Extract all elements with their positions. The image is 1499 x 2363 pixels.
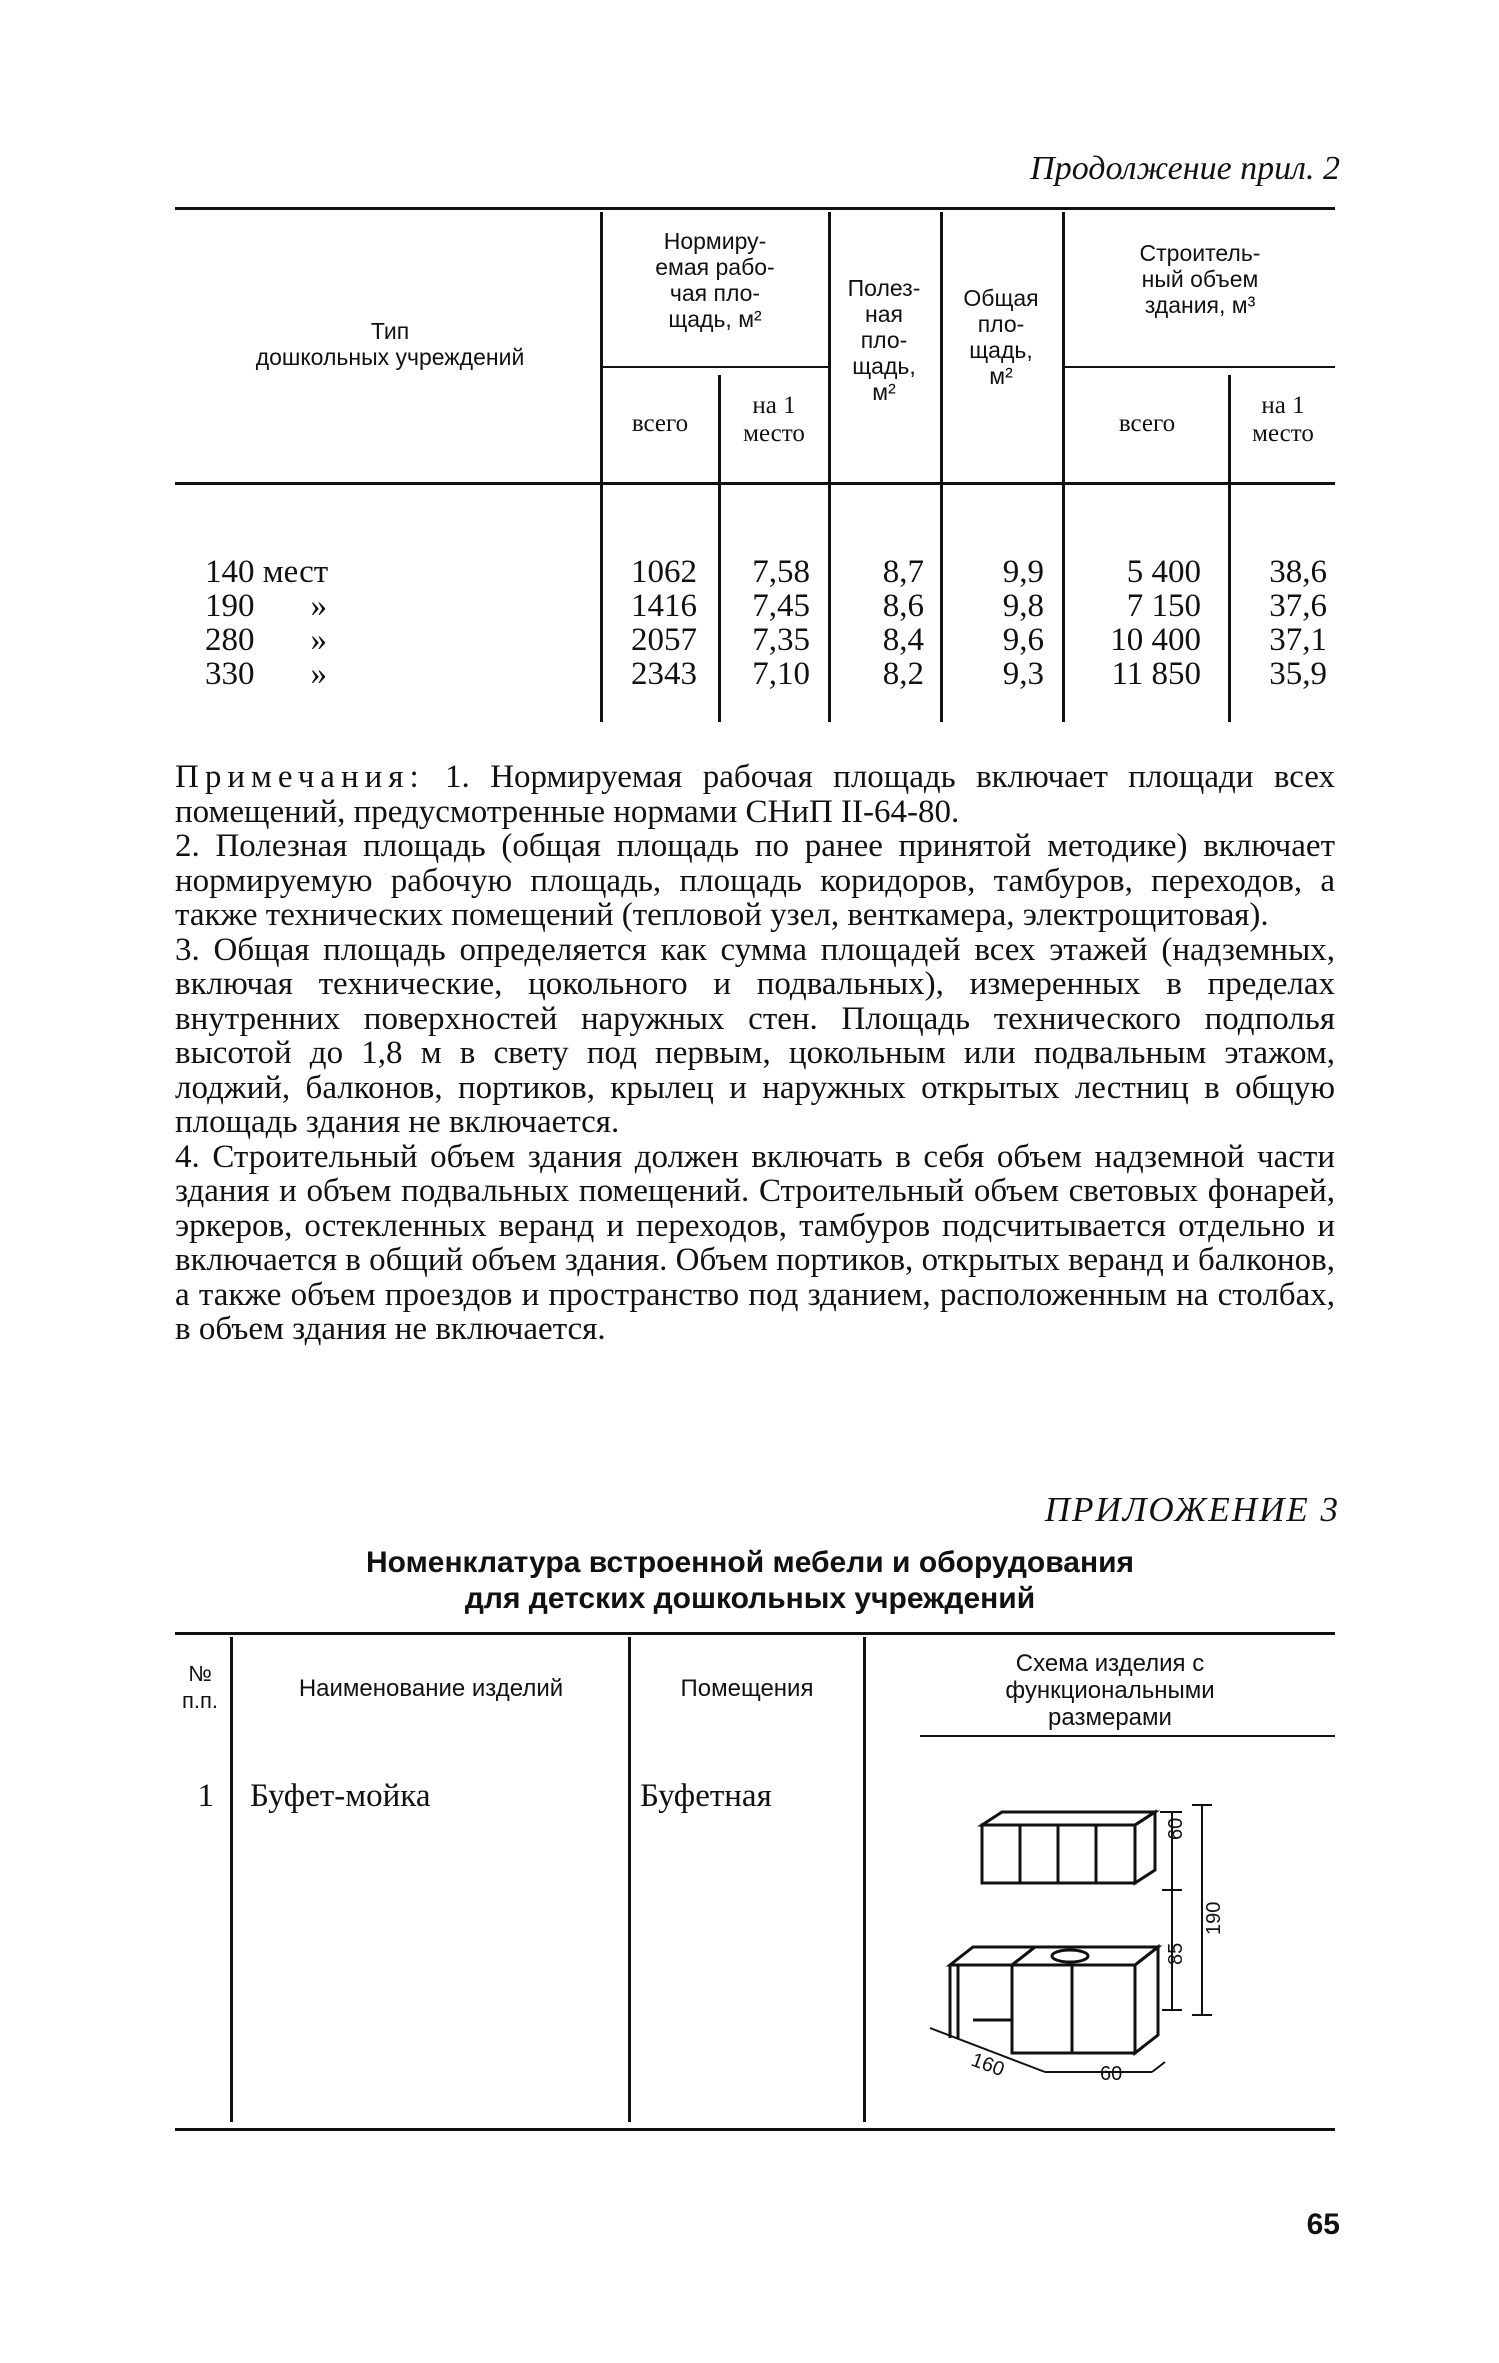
sub-header-all: всего	[631, 410, 689, 437]
volume-all: 10 400	[1110, 622, 1201, 658]
appendix-label: ПРИЛОЖЕНИЕ 3	[1044, 1490, 1340, 1529]
norm-per: 7,10	[752, 656, 810, 692]
dim-label-85: 85	[1165, 1942, 1187, 1965]
sub-header-per-place: на 1 место	[1252, 392, 1314, 447]
useful-area: 8,4	[882, 622, 924, 658]
norm-sub-rule	[603, 366, 828, 368]
table-top-rule	[175, 207, 1335, 210]
note-2: 2. Полезная площадь (общая площадь по ранее принятой методике) включает нормируемую рабочую площадь, площадь коридоров, тамбуров, переходов, а также технических помещений (тепловой узел, венткамера, электрощитовая).	[175, 828, 1335, 933]
row-type: 190	[205, 588, 255, 624]
scheme-header-rule	[920, 1735, 1335, 1737]
volume-per: 37,1	[1269, 622, 1327, 658]
useful-area: 8,6	[882, 588, 924, 624]
dim-line	[1152, 2062, 1165, 2072]
col-divider	[940, 212, 943, 722]
volume-all: 5 400	[1126, 554, 1201, 590]
header-norm: Нормиру- емая рабо- чая пло- щадь, м²	[655, 228, 775, 332]
header-volume: Строитель- ный объем здания, м³	[1139, 240, 1261, 318]
sink-side	[1135, 1947, 1158, 2053]
header-bottom-rule	[175, 482, 1335, 485]
appendix-title: Номенклатура встроенной мебели и оборудования для детских дошкольных учреждений	[365, 1546, 1135, 1615]
volume-all: 11 850	[1111, 656, 1201, 692]
dim-label-60: 60	[1165, 1817, 1187, 1840]
norm-per: 7,45	[752, 588, 810, 624]
norm-all: 2057	[631, 622, 697, 658]
volume-per: 38,6	[1269, 554, 1327, 590]
sub-header-all: всего	[1118, 410, 1176, 437]
table-bottom-rule	[175, 2128, 1335, 2131]
useful-area: 8,2	[882, 656, 924, 692]
sink-bowl	[1052, 1950, 1088, 1962]
norm-per: 7,35	[752, 622, 810, 658]
total-area: 9,3	[1002, 656, 1044, 692]
header-room: Помещения	[680, 1675, 814, 1702]
col-divider	[1062, 212, 1065, 722]
row-number: 1	[197, 1778, 214, 1814]
notes-block	[175, 760, 1335, 1347]
row-type: 280	[205, 622, 255, 658]
header-name: Наименование изделий	[298, 1675, 564, 1702]
table-top-rule	[175, 1632, 1335, 1635]
header-number: № п.п.	[181, 1661, 219, 1713]
col-divider	[1228, 375, 1231, 722]
header-useful: Полез- ная пло- щадь, м²	[847, 275, 921, 405]
volume-all: 7 150	[1126, 588, 1201, 624]
note-4: 4. Строительный объем здания должен включать в себя объем надземной части здания и объем подвальных помещений. Строительный объем световых фонарей, эркеров, остекленных веранд и переходов, тамбуров подсчитывается отдельно и включается в общий объем здания. Объем портиков, открытых веранд и балконов, а также объем проездов и пространство под зданием, расположенным на столбах, в объем здания не включается.	[175, 1138, 1335, 1347]
notes-label: Примечания:	[175, 759, 425, 795]
buffet-sink-scheme	[920, 1780, 1250, 2090]
col-divider	[230, 1637, 233, 2122]
upper-cabinet-top	[982, 1812, 1155, 1825]
norm-per: 7,58	[752, 554, 810, 590]
room-name: Буфетная	[640, 1778, 772, 1814]
col-divider	[718, 375, 721, 722]
norm-all: 1416	[631, 588, 697, 624]
col-divider	[600, 212, 603, 722]
norm-all: 2343	[631, 656, 697, 692]
dim-label-160: 160	[968, 2049, 1008, 2082]
dim-label-60: 60	[1100, 2063, 1123, 2085]
note-1-text: 1. Нормируемая рабочая площадь включает площади всех помещений, предусмотренные нормами СНиП II-64-80.	[175, 759, 1336, 830]
row-type: 140 мест	[205, 554, 329, 590]
continuation-header: Продолжение прил. 2	[1030, 150, 1340, 187]
col-divider	[628, 1637, 631, 2122]
note-3: 3. Общая площадь определяется как сумма площадей всех этажей (надземных, включая технические, цокольного и подвальных), измеренных в пределах внутренних поверхностей наружных стен. Площадь технического подполья высотой до 1,8 м в свету под первым, цокольным или подвальным этажом, лоджий, балконов, портиков, крылец и наружных открытых лестниц в общую площадь здания не включается.	[175, 931, 1335, 1140]
ditto-mark: »	[310, 656, 327, 692]
page-number: 65	[1306, 2208, 1340, 2241]
header-total: Общая пло- щадь, м²	[963, 285, 1039, 389]
row-type: 330	[205, 656, 255, 692]
norm-all: 1062	[631, 554, 697, 590]
upper-cabinet-side	[1135, 1812, 1155, 1883]
total-area: 9,9	[1002, 554, 1044, 590]
volume-per: 37,6	[1269, 588, 1327, 624]
note-1	[175, 760, 1335, 829]
ditto-mark: »	[310, 622, 327, 658]
dim-label-190: 190	[1203, 1901, 1225, 1935]
col-divider	[828, 212, 831, 722]
item-name: Буфет-мойка	[250, 1778, 431, 1814]
total-area: 9,8	[1002, 588, 1044, 624]
header-type: Тип дошкольных учреждений	[255, 318, 525, 370]
useful-area: 8,7	[882, 554, 924, 590]
total-area: 9,6	[1002, 622, 1044, 658]
sub-header-per-place: на 1 место	[743, 392, 805, 447]
ditto-mark: »	[310, 588, 327, 624]
col-divider	[863, 1637, 866, 2122]
volume-sub-rule	[1065, 366, 1335, 368]
volume-per: 35,9	[1269, 656, 1327, 692]
header-scheme: Схема изделия с функциональными размерами	[1005, 1650, 1215, 1731]
